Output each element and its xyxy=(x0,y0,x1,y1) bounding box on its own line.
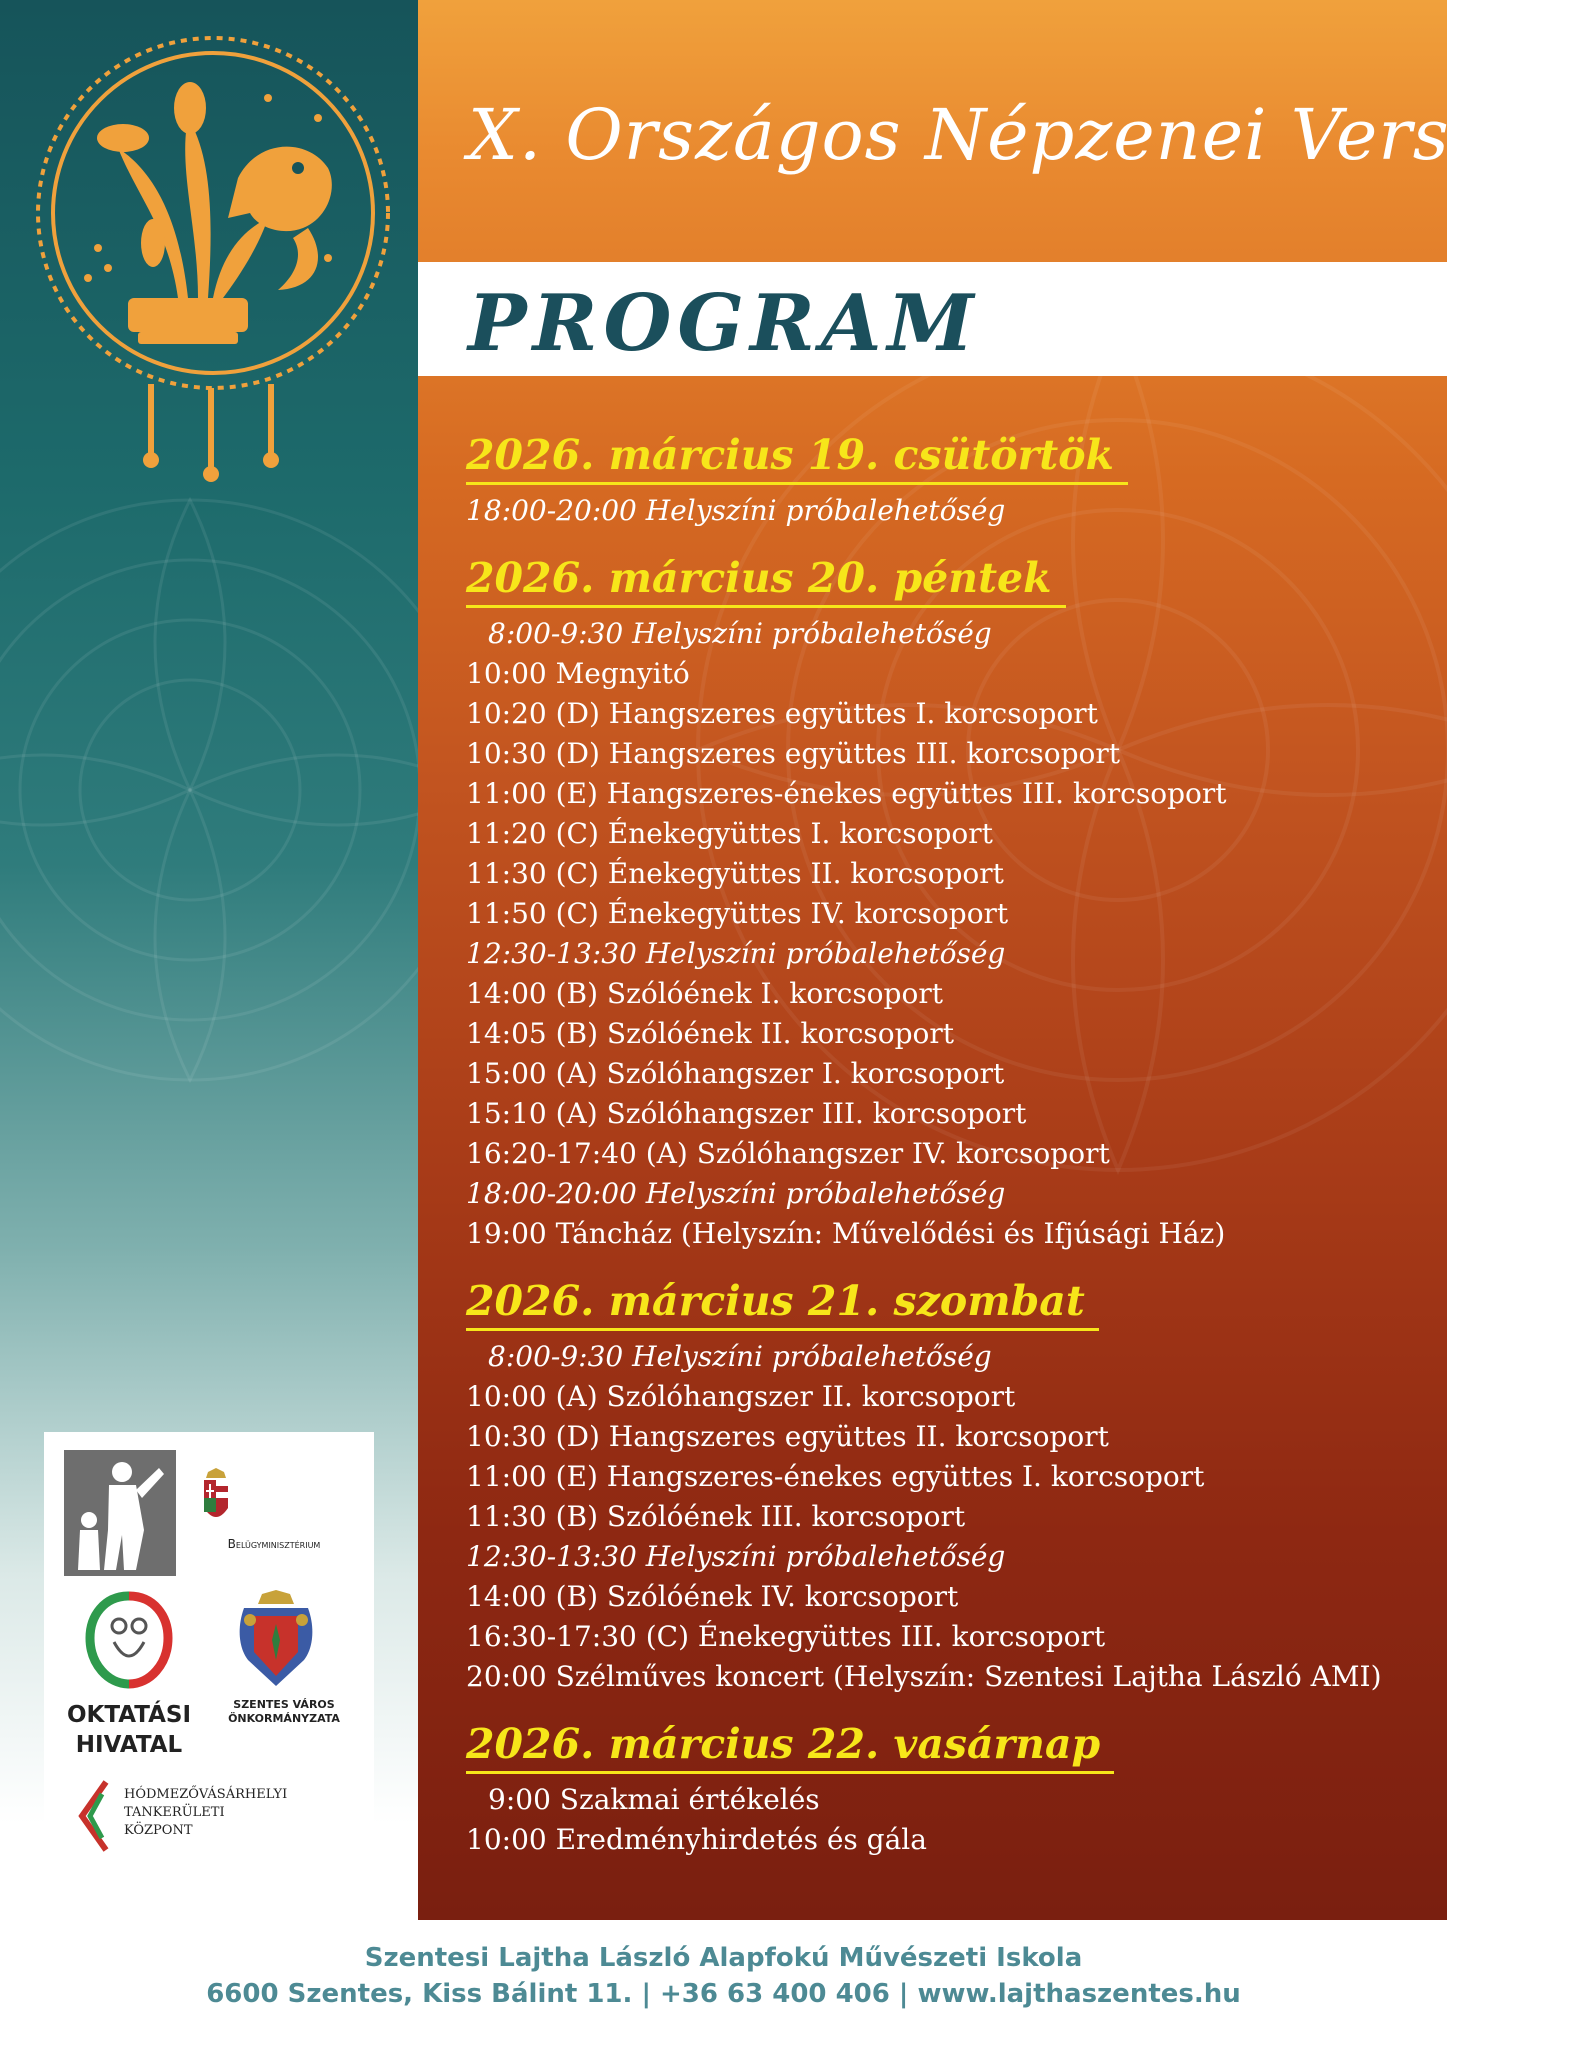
schedule-item: 14:00 (B) Szólóének I. korcsoport xyxy=(466,977,943,1010)
owl-logo-icon xyxy=(84,1590,174,1690)
schedule-item: 10:00 (A) Szólóhangszer II. korcsoport xyxy=(466,1380,1016,1413)
schedule-item: 11:30 (B) Szólóének III. korcsoport xyxy=(466,1500,966,1533)
schedule-item: 10:20 (D) Hangszeres együttes I. korcsoport xyxy=(466,697,1098,730)
schedule-item: 11:30 (C) Énekegyüttes II. korcsoport xyxy=(466,857,1004,890)
day-heading: 2026. március 20. péntek xyxy=(466,551,1066,608)
left-decorative-panel xyxy=(0,0,418,1920)
schedule-item: 11:00 (E) Hangszeres-énekes együttes I. korcsoport xyxy=(466,1460,1205,1493)
footer-contact: 6600 Szentes, Kiss Bálint 11. | +36 63 400 406 | www.lajthaszentes.hu xyxy=(206,1979,1241,2009)
practice-slot-item: 18:00-20:00 Helyszíni próbalehetőség xyxy=(466,1177,1006,1210)
day-gap xyxy=(466,1254,1426,1274)
event-title: X. Országos Népzenei Verseny xyxy=(468,94,1579,176)
day-gap xyxy=(466,531,1426,551)
schedule-item: 11:20 (C) Énekegyüttes I. korcsoport xyxy=(466,817,993,850)
education-office-logo xyxy=(84,1590,174,1694)
program-schedule xyxy=(466,428,1426,1860)
schedule-item: 20:00 Szélműves koncert (Helyszín: Szentesi Lajtha László AMI) xyxy=(466,1660,1382,1693)
education-office-line2: HIVATAL xyxy=(75,1732,183,1758)
day-heading: 2026. március 21. szombat xyxy=(466,1274,1099,1331)
district-line1: HÓDMEZŐVÁSÁRHELYI xyxy=(124,1787,288,1802)
day-heading: 2026. március 19. csütörtök xyxy=(466,428,1128,485)
schedule-item: 14:00 (B) Szólóének IV. korcsoport xyxy=(466,1580,959,1613)
schedule-item: 14:05 (B) Szólóének II. korcsoport xyxy=(466,1017,955,1050)
ministry-logo xyxy=(200,1468,232,1534)
coat-of-arms-icon xyxy=(236,1590,316,1692)
day-heading: 2026. március 22. vasárnap xyxy=(466,1717,1114,1774)
schedule-item: 11:50 (C) Énekegyüttes IV. korcsoport xyxy=(466,897,1009,930)
education-office-line1: OKTATÁSI xyxy=(66,1702,192,1728)
program-heading: PROGRAM xyxy=(468,278,980,369)
practice-slot-item: 8:00-9:30 Helyszíni próbalehetőség xyxy=(488,617,992,650)
day-block xyxy=(466,1717,1426,1860)
practice-slot-item: 18:00-20:00 Helyszíni próbalehetőség xyxy=(466,494,1006,527)
day-items xyxy=(466,614,1426,1254)
schedule-item: 16:20-17:40 (A) Szólóhangszer IV. korcsoport xyxy=(466,1137,1110,1170)
schedule-item: 16:30-17:30 (C) Énekegyüttes III. korcsoport xyxy=(466,1620,1106,1653)
practice-slot-item: 12:30-13:30 Helyszíni próbalehetőség xyxy=(466,1540,1006,1573)
day-gap xyxy=(466,1697,1426,1717)
music-school-logo xyxy=(64,1450,176,1580)
day-items xyxy=(466,491,1426,531)
folk-art-emblem-icon xyxy=(28,28,398,488)
hungarian-crest-icon xyxy=(200,1468,232,1530)
sponsor-logo-card xyxy=(44,1432,374,1884)
day-block xyxy=(466,428,1426,531)
day-items xyxy=(466,1337,1426,1697)
footer-school-name: Szentesi Lajtha László Alapfokú Művészeti Iskola xyxy=(364,1943,1083,1973)
schedule-item: 15:00 (A) Szólóhangszer I. korcsoport xyxy=(466,1057,1005,1090)
town-line1: SZENTES VÁROS xyxy=(233,1698,335,1711)
footer xyxy=(0,1940,1447,2012)
district-line3: KÖZPONT xyxy=(124,1823,193,1838)
day-block xyxy=(466,1274,1426,1697)
musician-silhouette-icon xyxy=(64,1450,176,1576)
schedule-item: 15:10 (A) Szólóhangszer III. korcsoport xyxy=(466,1097,1027,1130)
practice-slot-item: 8:00-9:30 Helyszíni próbalehetőség xyxy=(488,1340,992,1373)
schedule-item: 9:00 Szakmai értékelés xyxy=(488,1783,820,1816)
schedule-item: 10:00 Eredményhirdetés és gála xyxy=(466,1823,927,1856)
town-line2: ÖNKORMÁNYZATA xyxy=(228,1712,340,1725)
schedule-item: 11:00 (E) Hangszeres-énekes együttes III. korcsoport xyxy=(466,777,1227,810)
day-block xyxy=(466,551,1426,1254)
practice-slot-item: 12:30-13:30 Helyszíni próbalehetőség xyxy=(466,937,1006,970)
schedule-item: 10:00 Megnyitó xyxy=(466,657,690,690)
district-chevron-icon xyxy=(78,1780,108,1852)
district-center-logo xyxy=(78,1780,108,1856)
day-items xyxy=(466,1780,1426,1860)
schedule-item: 10:30 (D) Hangszeres együttes II. korcsoport xyxy=(466,1420,1109,1453)
ministry-label: Belügyminisztérium xyxy=(227,1537,321,1551)
schedule-item: 19:00 Táncház (Helyszín: Művelődési és Ifjúsági Ház) xyxy=(466,1217,1226,1250)
district-line2: TANKERÜLETI xyxy=(124,1805,225,1820)
schedule-item: 10:30 (D) Hangszeres együttes III. korcsoport xyxy=(466,737,1120,770)
town-logo xyxy=(236,1590,316,1696)
